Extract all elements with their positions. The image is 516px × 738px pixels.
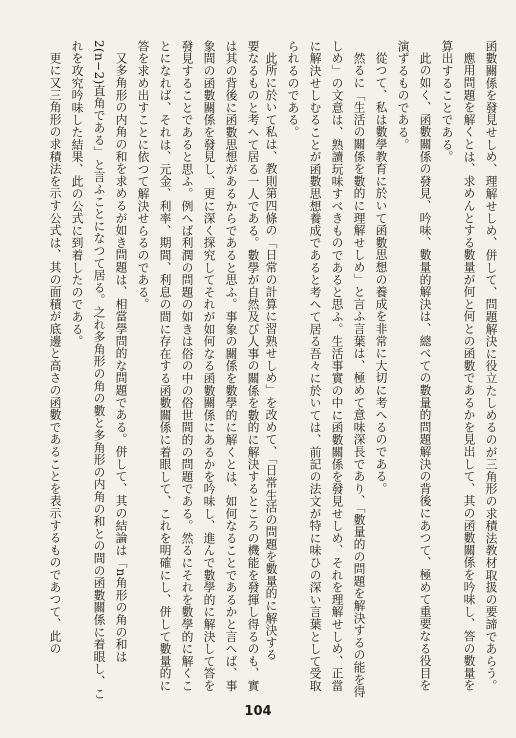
paragraph: 更に又三角形の求積法を示す公式は、其の面積が底邊と高さの函數であることを表示するものであつて、此の bbox=[48, 51, 62, 655]
page-number: 104 bbox=[244, 704, 272, 719]
paragraph: 此所に於いて私は、教則第四條の「日常の計算に習熟せしめ」を改めて、「日常生活の問題を數量的に解決する bbox=[264, 51, 278, 661]
paragraph: 此の如く、函數關係の發見、吟味、數量的解決は、總べての數量的問題解決の背後にあつて、極めて重要なる役目を演ずるものである。 bbox=[396, 40, 432, 692]
paragraph: 函數關係を發見せしめ、理解せしめ、併して、問題解決に役立たしめるのが三角形の求積法教材取扱の要諦であらう。 bbox=[484, 40, 498, 692]
paragraph: 又多角形の内角の和を求めるが如き問題は、相當學問的な問題である。併して、其の結論は「n角形の角の和は2(n−2)直角である」と言ふことになつて居る。之れ多角形の角の數と多角形の内角の和との間の函數關係に着眼し、これを攻究吟味した結果、此の公式に到着したのである。 bbox=[70, 40, 128, 700]
paragraph: 要なるものと考へて居る一人である。數學が自然及び人事の關係を數的に解決するところの機能を發揮し得るのも、實は其の背後に函數思想があるからであると思ふ。事象の關係を數學的に解くとは、如何なることであるかと言へば、事象間の函數關係を發見し、更に深く探究してそれが如何なる函數關係にあるかを吟味し、進んで數學的に解決して答を發見することであると思ふ。例へば利潤の問題の如きは俗の中の俗世間的の問題である。然るにそれを數學的に解くことになれば、それは、元金、利率、期間、利息の間に存在する函數關係に着眼して、これを明確にし、併して數量的に答を求め出すことに依つて解決せらるのである。 bbox=[136, 40, 260, 692]
paragraph: 從つて、私は數學教育に於いて函數思想の養成を非常に大切に考へるのである。 bbox=[374, 51, 388, 495]
paragraph: 然るに「生活の關係を數的に理解せしめ」と言ふ言葉は、極めて意味深長であり、「數量的の問題を解決するの能を得しめ」の文意は、熟讀玩味すべきものであると思ふ。生活事實の中に函數關係を發見せしめ、それを理解せしめ、正當に解決せしむることが函數思想養成であると考へて居る吾々に於いては、前記の法文が特に味ひの深い言葉として受取られるのである。 bbox=[286, 40, 366, 698]
left-text-block bbox=[18, 40, 264, 700]
paragraph: 應用問題を解くとは、求めんとする數量が何と何との函數であるかを見出して、其の函數關係を吟味し、答の數量を算出することである。 bbox=[440, 40, 476, 692]
right-text-block bbox=[264, 40, 502, 700]
